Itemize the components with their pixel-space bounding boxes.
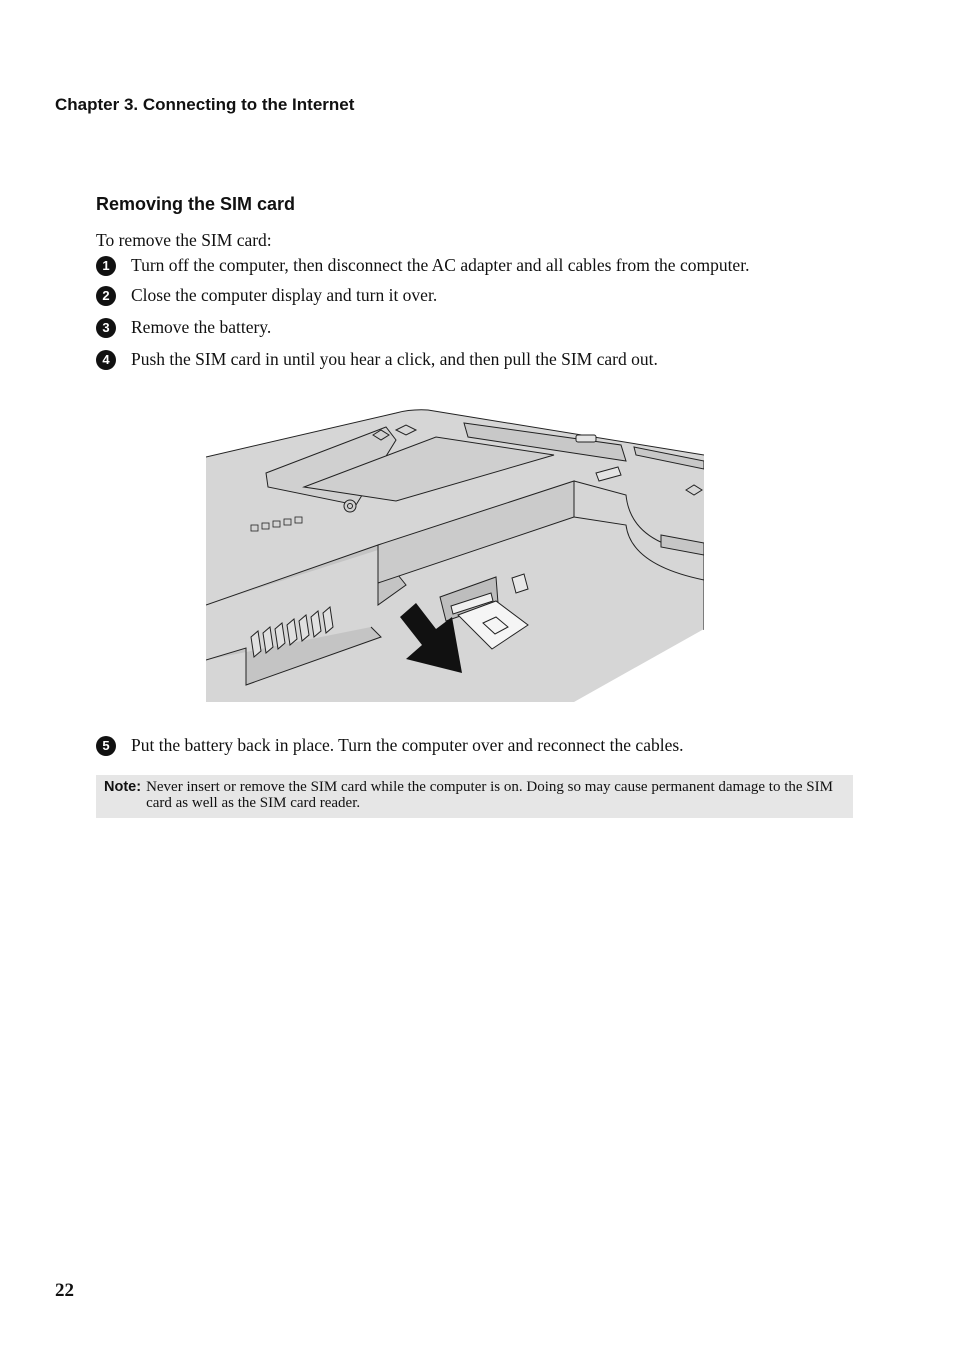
step-text: Put the battery back in place. Turn the computer over and reconnect the cables. [131,735,684,755]
step-number: 5 [96,736,116,756]
intro-text: To remove the SIM card: [96,230,272,250]
step-number: 1 [96,256,116,276]
step-number: 3 [96,318,116,338]
note-label: Note: [104,779,142,795]
note-text: Never insert or remove the SIM card while the computer is on. Doing so may cause permanent damage to the SIM card as well as the SIM card reader. [146,779,833,811]
sim-removal-illustration [206,405,704,702]
step-3 [96,317,271,338]
step-text: Remove the battery. [131,317,272,337]
step-4 [96,349,658,370]
note-box [96,775,853,818]
page-number: 22 [55,1280,74,1301]
step-text: Close the computer display and turn it over. [131,285,438,305]
step-number: 4 [96,350,116,370]
chapter-header: Chapter 3. Connecting to the Internet [55,95,355,114]
step-1 [96,255,749,276]
step-text: Turn off the computer, then disconnect the AC adapter and all cables from the computer. [131,255,750,275]
step-text: Push the SIM card in until you hear a click, and then pull the SIM card out. [131,349,658,369]
step-2 [96,285,437,306]
step-5 [96,735,684,756]
section-title: Removing the SIM card [96,194,296,214]
step-number: 2 [96,286,116,306]
